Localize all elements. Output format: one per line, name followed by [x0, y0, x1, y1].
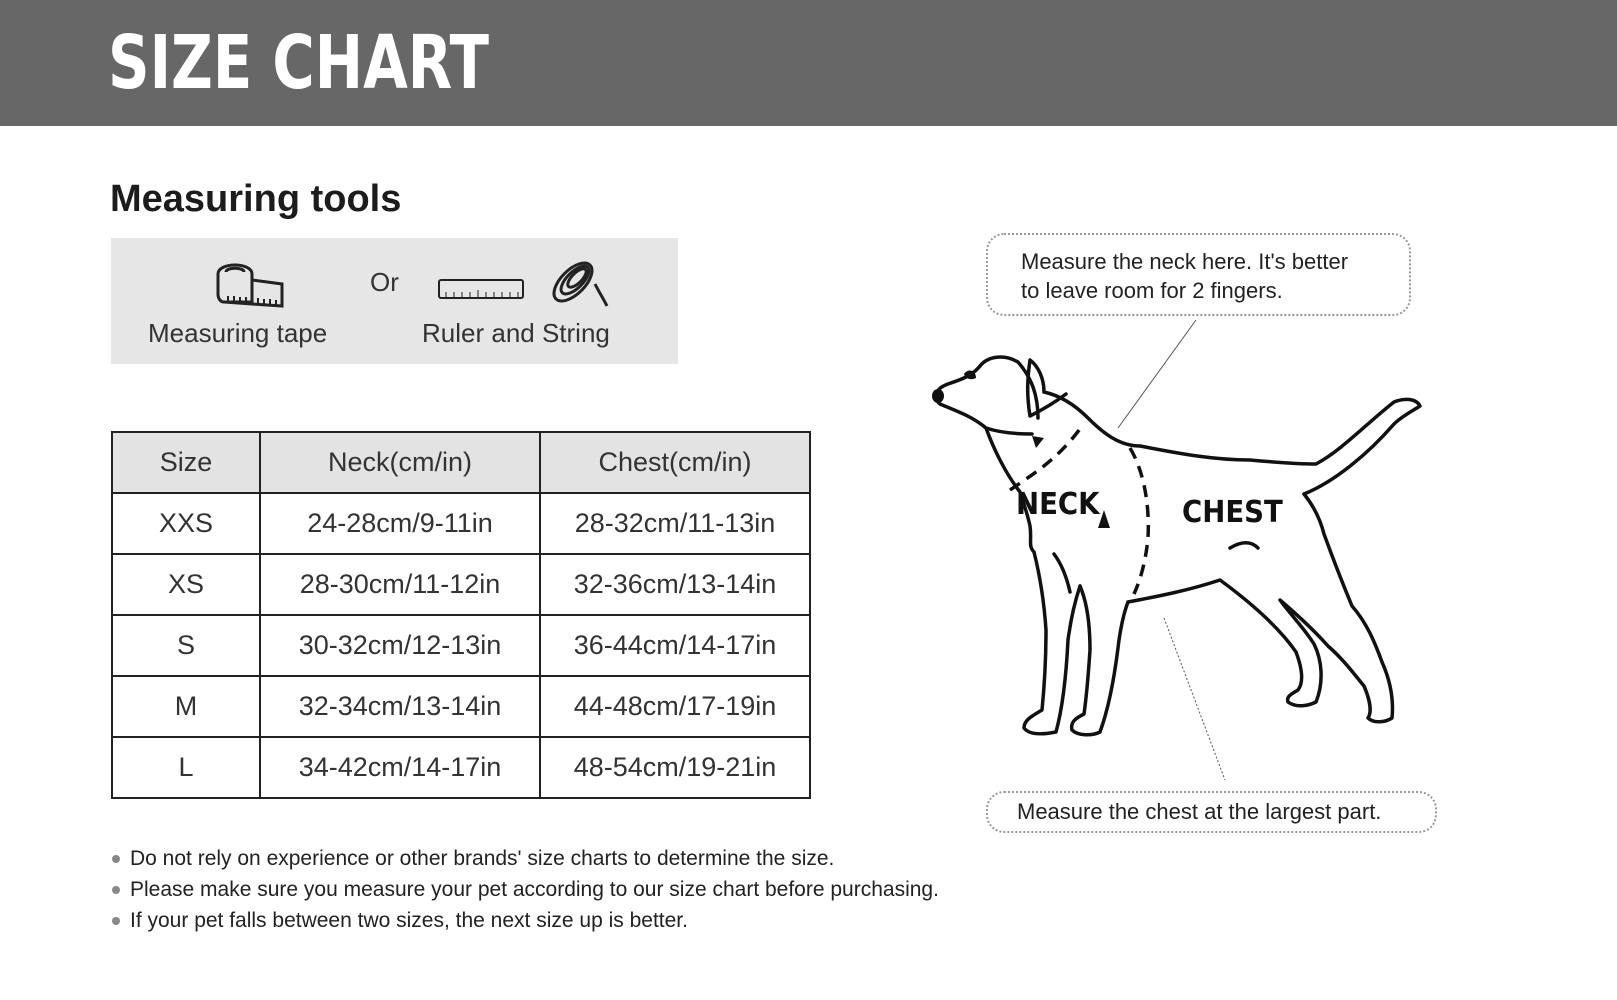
cell-size: XXS	[112, 493, 260, 554]
measuring-tape-icon	[214, 258, 286, 310]
string-coil-icon	[543, 248, 609, 312]
list-item	[110, 874, 939, 905]
note-text: If your pet falls between two sizes, the next size up is better.	[130, 909, 688, 932]
cell-size: M	[112, 676, 260, 737]
table-header-row	[112, 432, 810, 493]
neck-measure-line	[1010, 426, 1082, 490]
list-item	[110, 905, 939, 936]
header-size: Size	[112, 432, 260, 493]
table-row	[112, 676, 810, 737]
neck-leader-line	[1118, 320, 1196, 428]
cell-size: L	[112, 737, 260, 798]
header-banner	[0, 0, 1617, 126]
ruler-icon	[438, 278, 524, 300]
neck-callout-line1: Measure the neck here. It's better	[1021, 249, 1349, 274]
list-item	[110, 843, 939, 874]
table-row	[112, 737, 810, 798]
measuring-tools-heading: Measuring tools	[110, 178, 402, 220]
table-row	[112, 493, 810, 554]
cell-neck: 30-32cm/12-13in	[260, 615, 540, 676]
ruler-and-string-label: Ruler and String	[422, 318, 610, 348]
cell-chest: 48-54cm/19-21in	[540, 737, 810, 798]
dog-outline	[936, 357, 1420, 735]
notes-list	[110, 843, 939, 936]
cell-chest: 44-48cm/17-19in	[540, 676, 810, 737]
bullet-icon	[112, 886, 120, 894]
measuring-tape-label: Measuring tape	[148, 318, 328, 348]
or-label: Or	[370, 267, 399, 297]
cell-chest: 36-44cm/14-17in	[540, 615, 810, 676]
table-row	[112, 554, 810, 615]
bullet-icon	[112, 855, 120, 863]
table-row	[112, 615, 810, 676]
page-title: SIZE CHART	[108, 20, 489, 106]
neck-callout-line2: to leave room for 2 fingers.	[1021, 278, 1283, 303]
neck-label: NECK	[1016, 485, 1100, 522]
chest-callout	[986, 791, 1437, 833]
chest-arrow-icon	[1098, 510, 1110, 528]
cell-neck: 32-34cm/13-14in	[260, 676, 540, 737]
measuring-tools-panel	[111, 238, 678, 364]
dog-diagram	[920, 300, 1480, 780]
header-chest: Chest(cm/in)	[540, 432, 810, 493]
bullet-icon	[112, 917, 120, 925]
chest-measure-line	[1130, 448, 1148, 594]
chest-leader-line	[1164, 618, 1228, 780]
cell-size: XS	[112, 554, 260, 615]
cell-chest: 28-32cm/11-13in	[540, 493, 810, 554]
dog-nose	[932, 389, 944, 403]
chest-callout-text: Measure the chest at the largest part.	[1017, 799, 1382, 824]
note-text: Please make sure you measure your pet according to our size chart before purchasing.	[130, 878, 939, 901]
chest-label: CHEST	[1182, 493, 1283, 530]
cell-neck: 28-30cm/11-12in	[260, 554, 540, 615]
neck-arrow-icon	[1032, 436, 1044, 448]
header-neck: Neck(cm/in)	[260, 432, 540, 493]
cell-neck: 34-42cm/14-17in	[260, 737, 540, 798]
note-text: Do not rely on experience or other brands' size charts to determine the size.	[130, 847, 835, 870]
cell-neck: 24-28cm/9-11in	[260, 493, 540, 554]
cell-chest: 32-36cm/13-14in	[540, 554, 810, 615]
size-table	[111, 431, 811, 799]
cell-size: S	[112, 615, 260, 676]
